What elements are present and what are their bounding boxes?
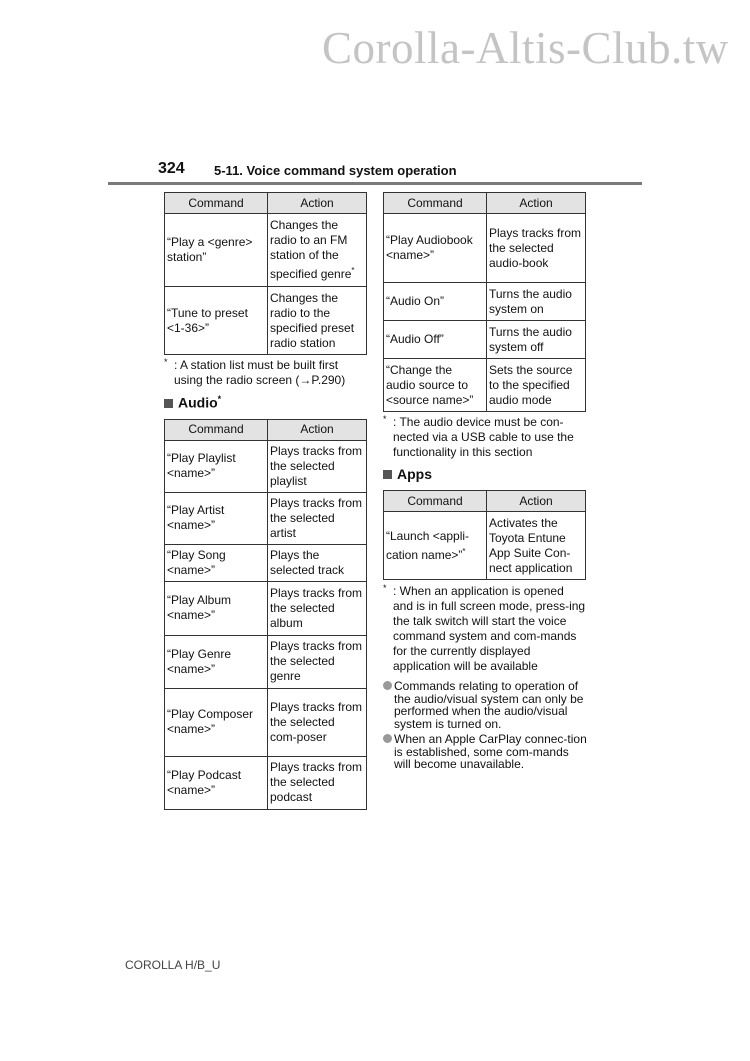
audio-footnote: * : The audio device must be con-nected via a USB cable to use the functionality in this section xyxy=(383,414,574,459)
section-title: 5-11. Voice command system operation xyxy=(214,163,457,178)
command-cell: “Play Artist <name>” xyxy=(165,492,268,544)
command-cell: “Play Album <name>” xyxy=(165,581,268,635)
action-header: Action xyxy=(268,419,367,440)
table-row xyxy=(165,544,367,581)
action-cell: Plays the selected track xyxy=(268,544,367,581)
apps-heading: Apps xyxy=(383,466,587,482)
command-cell: “Play Playlist <name>” xyxy=(165,440,268,492)
table-row xyxy=(165,287,367,355)
audio-table xyxy=(164,419,367,810)
command-header: Command xyxy=(384,491,487,512)
bullet-item: When an Apple CarPlay connec-tion is established, some com-mands will become unavailable. xyxy=(383,733,587,771)
table-row xyxy=(384,321,586,359)
action-cell: Turns the audio system on xyxy=(487,283,586,321)
action-cell: Plays tracks from the selected podcast xyxy=(268,756,367,809)
table-row xyxy=(384,214,586,283)
action-cell: Plays tracks from the selected album xyxy=(268,581,367,635)
header-rule xyxy=(108,182,642,185)
audio-heading: Audio* xyxy=(164,394,368,411)
command-cell: “Change the audio source to <source name>” xyxy=(384,359,487,412)
bullet-dot-icon xyxy=(383,734,392,743)
left-column xyxy=(164,192,368,810)
action-cell: Plays tracks from the selected audio-book xyxy=(487,214,586,283)
action-cell: Sets the source to the specified audio mode xyxy=(487,359,586,412)
right-column xyxy=(383,192,587,771)
table-row xyxy=(165,635,367,688)
square-bullet-icon xyxy=(164,399,173,408)
table-row xyxy=(384,359,586,412)
command-cell: “Audio On” xyxy=(384,283,487,321)
table-row xyxy=(384,512,586,580)
table-row xyxy=(165,492,367,544)
command-cell: “Play a <genre> station” xyxy=(165,214,268,287)
table-row xyxy=(165,581,367,635)
square-bullet-icon xyxy=(383,470,392,479)
bullet-dot-icon xyxy=(383,681,392,690)
action-header: Action xyxy=(487,193,586,214)
action-header: Action xyxy=(487,491,586,512)
action-cell: Changes the radio to the specified preset radio station xyxy=(268,287,367,355)
command-header: Command xyxy=(165,419,268,440)
command-cell: “Audio Off” xyxy=(384,321,487,359)
command-cell: “Play Genre <name>” xyxy=(165,635,268,688)
command-header: Command xyxy=(165,193,268,214)
command-cell: “Play Podcast <name>” xyxy=(165,756,268,809)
watermark: Corolla-Altis-Club.tw xyxy=(322,23,729,73)
table-row xyxy=(165,688,367,756)
action-cell: Turns the audio system off xyxy=(487,321,586,359)
command-cell: “Launch <appli-cation name>”* xyxy=(384,512,487,580)
table-row xyxy=(165,214,367,287)
table-row xyxy=(165,756,367,809)
footer-model: COROLLA H/B_U xyxy=(125,958,221,972)
apps-table xyxy=(383,490,586,580)
bullet-item: Commands relating to operation of the audio/visual system can only be performed when the audio/visual system is turned on. xyxy=(383,680,587,730)
action-cell: Changes the radio to an FM station of the specified genre* xyxy=(268,214,367,287)
action-cell: Plays tracks from the selected artist xyxy=(268,492,367,544)
table-row xyxy=(165,440,367,492)
page-number: 324 xyxy=(158,160,185,177)
command-cell: “Play Song <name>” xyxy=(165,544,268,581)
command-cell: “Play Composer <name>” xyxy=(165,688,268,756)
action-cell: Activates the Toyota Entune App Suite Con-nect application xyxy=(487,512,586,580)
apps-footnote: * : When an application is opened and is in full screen mode, press-ing the talk switch will start the voice command system and com-mands for the currently displayed application will be available xyxy=(383,583,586,673)
action-cell: Plays tracks from the selected com-poser xyxy=(268,688,367,756)
action-cell: Plays tracks from the selected genre xyxy=(268,635,367,688)
audio-table-continued xyxy=(383,192,586,412)
command-cell: “Play Audiobook <name>” xyxy=(384,214,487,283)
command-header: Command xyxy=(384,193,487,214)
command-cell: “Tune to preset <1-36>” xyxy=(165,287,268,355)
radio-footnote: * : A station list must be built first using the radio screen (→P.290) xyxy=(164,357,346,387)
radio-table xyxy=(164,192,367,355)
action-cell: Plays tracks from the selected playlist xyxy=(268,440,367,492)
action-header: Action xyxy=(268,193,367,214)
table-row xyxy=(384,283,586,321)
